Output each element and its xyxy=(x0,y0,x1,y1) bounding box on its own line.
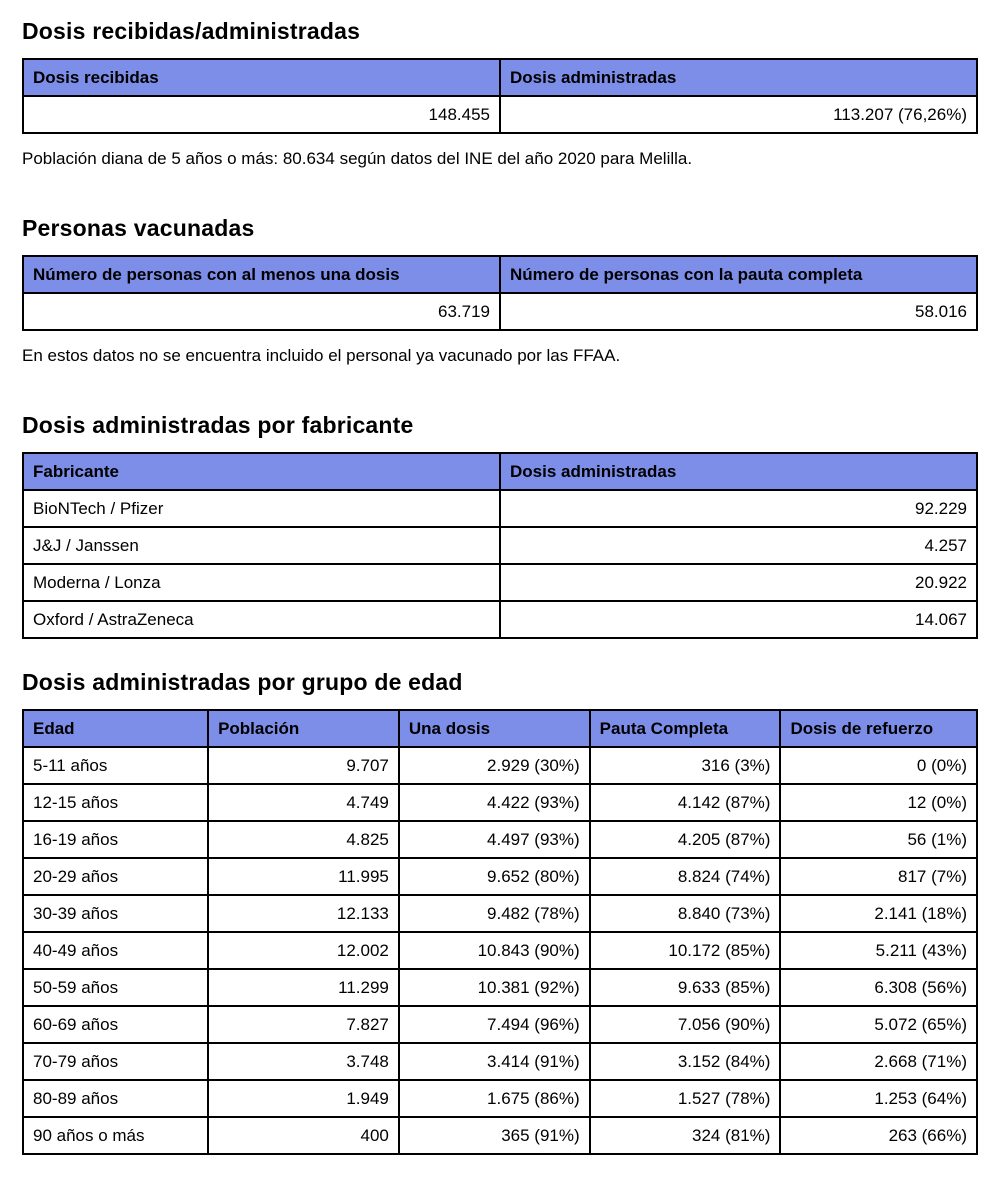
table-row xyxy=(23,527,977,564)
table-cell: 1.675 (86%) xyxy=(399,1080,590,1117)
section-heading-doses-by-age-group: Dosis administradas por grupo de edad xyxy=(22,669,463,695)
table-cell: Oxford / AstraZeneca xyxy=(23,601,500,638)
table-cell: 9.482 (78%) xyxy=(399,895,590,932)
table-cell: 10.381 (92%) xyxy=(399,969,590,1006)
table-cell: 16-19 años xyxy=(23,821,208,858)
table-cell: 40-49 años xyxy=(23,932,208,969)
table-cell: 11.299 xyxy=(208,969,399,1006)
column-header-age: Edad xyxy=(23,710,208,747)
section-heading-doses-by-manufacturer: Dosis administradas por fabricante xyxy=(22,412,414,438)
table-cell: 4.257 xyxy=(500,527,977,564)
table-cell: 50-59 años xyxy=(23,969,208,1006)
table-cell: 8.824 (74%) xyxy=(590,858,781,895)
table-row xyxy=(23,1080,977,1117)
table-row xyxy=(23,601,977,638)
table-cell: 5.211 (43%) xyxy=(780,932,977,969)
table-cell: 1.949 xyxy=(208,1080,399,1117)
table-row xyxy=(23,821,977,858)
table-cell: 817 (7%) xyxy=(780,858,977,895)
table-cell: 12.002 xyxy=(208,932,399,969)
table-row xyxy=(23,784,977,821)
table-cell: 3.152 (84%) xyxy=(590,1043,781,1080)
column-header-manufacturer: Fabricante xyxy=(23,453,500,490)
section-doses-by-age-group xyxy=(22,669,978,1155)
table-row xyxy=(23,858,977,895)
column-header-doses-administered: Dosis administradas xyxy=(500,453,977,490)
table-header-row xyxy=(23,256,977,293)
table-cell: 324 (81%) xyxy=(590,1117,781,1154)
table-row xyxy=(23,490,977,527)
at-least-one-dose-value: 63.719 xyxy=(23,293,500,330)
table-cell: 9.633 (85%) xyxy=(590,969,781,1006)
table-cell: 8.840 (73%) xyxy=(590,895,781,932)
table-header-row xyxy=(23,59,977,96)
column-header-population: Población xyxy=(208,710,399,747)
table-cell: 12 (0%) xyxy=(780,784,977,821)
table-row xyxy=(23,564,977,601)
table-cell: 3.414 (91%) xyxy=(399,1043,590,1080)
column-header-doses-received: Dosis recibidas xyxy=(23,59,500,96)
table-cell: 4.142 (87%) xyxy=(590,784,781,821)
table-cell: 2.929 (30%) xyxy=(399,747,590,784)
table-cell: Moderna / Lonza xyxy=(23,564,500,601)
table-row xyxy=(23,293,977,330)
table-cell: 7.056 (90%) xyxy=(590,1006,781,1043)
table-cell: 3.748 xyxy=(208,1043,399,1080)
table-cell: 5-11 años xyxy=(23,747,208,784)
table-cell: 30-39 años xyxy=(23,895,208,932)
table-cell: 263 (66%) xyxy=(780,1117,977,1154)
table-cell: 20-29 años xyxy=(23,858,208,895)
doses-received-value: 148.455 xyxy=(23,96,500,133)
table-cell: 60-69 años xyxy=(23,1006,208,1043)
column-header-full-schedule: Pauta Completa xyxy=(590,710,781,747)
age-group-table xyxy=(22,709,978,1155)
table-cell: 9.707 xyxy=(208,747,399,784)
table-cell: 90 años o más xyxy=(23,1117,208,1154)
table-cell: 316 (3%) xyxy=(590,747,781,784)
table-cell: 56 (1%) xyxy=(780,821,977,858)
people-vaccinated-table xyxy=(22,255,978,331)
ffaa-note: En estos datos no se encuentra incluido el personal ya vacunado por las FFAA. xyxy=(22,346,621,365)
table-row xyxy=(23,1043,977,1080)
doses-received-table xyxy=(22,58,978,134)
table-cell: 12.133 xyxy=(208,895,399,932)
table-cell: 10.172 (85%) xyxy=(590,932,781,969)
column-header-doses-administered: Dosis administradas xyxy=(500,59,977,96)
table-cell: 12-15 años xyxy=(23,784,208,821)
column-header-booster-dose: Dosis de refuerzo xyxy=(780,710,977,747)
doses-administered-value: 113.207 (76,26%) xyxy=(500,96,977,133)
full-schedule-value: 58.016 xyxy=(500,293,977,330)
table-header-row xyxy=(23,710,977,747)
table-cell: 10.843 (90%) xyxy=(399,932,590,969)
table-row xyxy=(23,1117,977,1154)
column-header-full-schedule: Número de personas con la pauta completa xyxy=(500,256,977,293)
table-header-row xyxy=(23,453,977,490)
table-row xyxy=(23,969,977,1006)
table-row xyxy=(23,96,977,133)
table-cell: 1.527 (78%) xyxy=(590,1080,781,1117)
table-cell: 9.652 (80%) xyxy=(399,858,590,895)
table-cell: 4.749 xyxy=(208,784,399,821)
table-row xyxy=(23,1006,977,1043)
table-cell: BioNTech / Pfizer xyxy=(23,490,500,527)
table-cell: 4.422 (93%) xyxy=(399,784,590,821)
table-cell: 4.497 (93%) xyxy=(399,821,590,858)
table-cell: 7.827 xyxy=(208,1006,399,1043)
table-cell: 1.253 (64%) xyxy=(780,1080,977,1117)
table-cell: 2.141 (18%) xyxy=(780,895,977,932)
table-cell: 0 (0%) xyxy=(780,747,977,784)
column-header-at-least-one-dose: Número de personas con al menos una dosis xyxy=(23,256,500,293)
column-header-one-dose: Una dosis xyxy=(399,710,590,747)
table-cell: 365 (91%) xyxy=(399,1117,590,1154)
table-row xyxy=(23,932,977,969)
table-cell: 20.922 xyxy=(500,564,977,601)
table-cell: J&J / Janssen xyxy=(23,527,500,564)
table-cell: 4.205 (87%) xyxy=(590,821,781,858)
section-people-vaccinated xyxy=(22,215,978,366)
target-population-note: Población diana de 5 años o más: 80.634 según datos del INE del año 2020 para Melilla. xyxy=(22,149,693,168)
table-cell: 6.308 (56%) xyxy=(780,969,977,1006)
table-cell: 4.825 xyxy=(208,821,399,858)
section-doses-by-manufacturer xyxy=(22,412,978,639)
table-cell: 7.494 (96%) xyxy=(399,1006,590,1043)
table-cell: 2.668 (71%) xyxy=(780,1043,977,1080)
section-doses-received xyxy=(22,18,978,169)
section-heading-doses-received: Dosis recibidas/administradas xyxy=(22,18,361,44)
manufacturer-table xyxy=(22,452,978,639)
table-cell: 70-79 años xyxy=(23,1043,208,1080)
table-cell: 400 xyxy=(208,1117,399,1154)
table-cell: 80-89 años xyxy=(23,1080,208,1117)
table-row xyxy=(23,895,977,932)
table-row xyxy=(23,747,977,784)
table-cell: 11.995 xyxy=(208,858,399,895)
table-cell: 14.067 xyxy=(500,601,977,638)
table-cell: 92.229 xyxy=(500,490,977,527)
section-heading-people-vaccinated: Personas vacunadas xyxy=(22,215,255,241)
table-cell: 5.072 (65%) xyxy=(780,1006,977,1043)
